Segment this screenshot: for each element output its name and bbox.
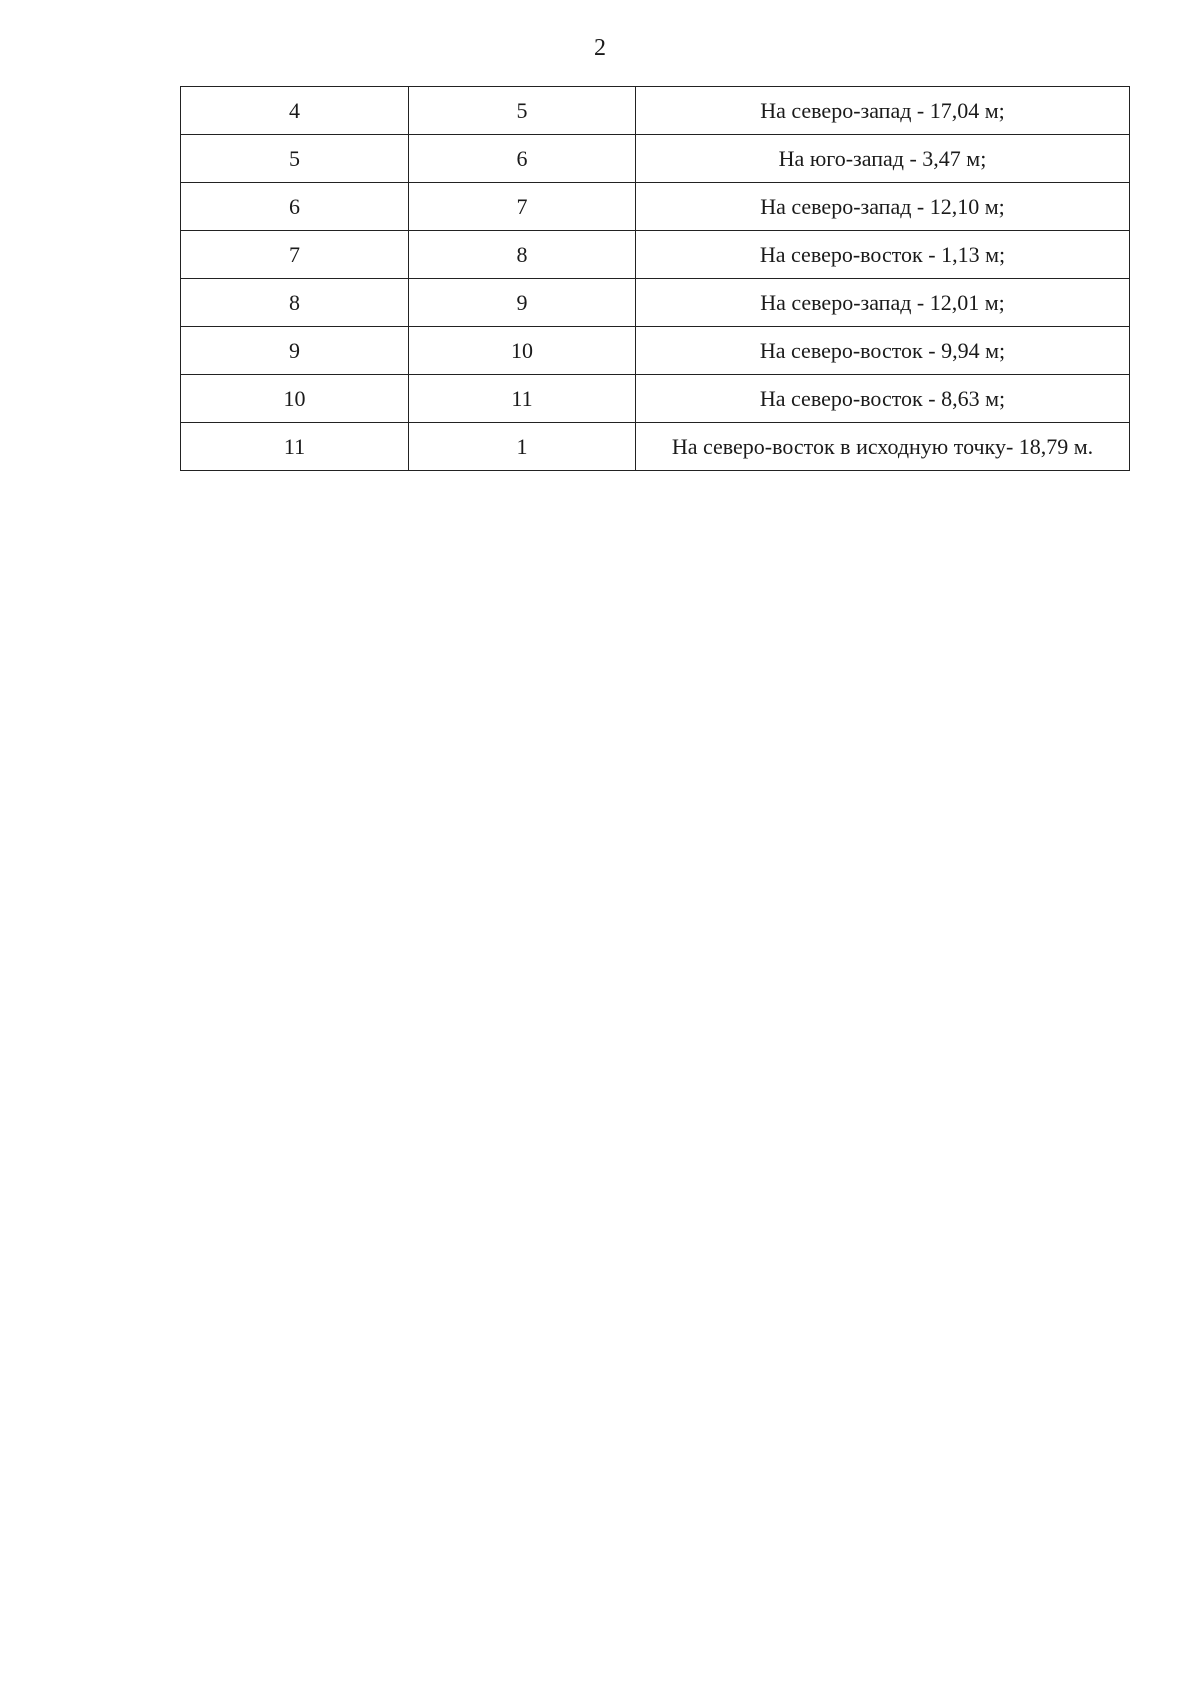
from-point-cell: 6 [181,183,409,231]
direction-distance-cell: На северо-запад - 12,01 м; [636,279,1130,327]
from-point-cell: 7 [181,231,409,279]
table-row [181,231,1130,279]
to-point-cell: 7 [409,183,636,231]
table-row [181,87,1130,135]
page-number: 2 [594,35,606,61]
table-row [181,423,1130,471]
from-point-cell: 11 [181,423,409,471]
table-row [181,183,1130,231]
boundary-points-table [180,86,1130,471]
direction-distance-cell: На северо-восток - 9,94 м; [636,327,1130,375]
direction-distance-cell: На юго-запад - 3,47 м; [636,135,1130,183]
from-point-cell: 8 [181,279,409,327]
to-point-cell: 8 [409,231,636,279]
to-point-cell: 11 [409,375,636,423]
from-point-cell: 9 [181,327,409,375]
direction-distance-cell: На северо-восток - 8,63 м; [636,375,1130,423]
from-point-cell: 5 [181,135,409,183]
direction-distance-cell: На северо-восток - 1,13 м; [636,231,1130,279]
to-point-cell: 9 [409,279,636,327]
table-row [181,375,1130,423]
direction-distance-cell: На северо-запад - 17,04 м; [636,87,1130,135]
direction-distance-cell: На северо-запад - 12,10 м; [636,183,1130,231]
to-point-cell: 5 [409,87,636,135]
from-point-cell: 10 [181,375,409,423]
table-row [181,135,1130,183]
to-point-cell: 10 [409,327,636,375]
table-row [181,327,1130,375]
table-row [181,279,1130,327]
from-point-cell: 4 [181,87,409,135]
direction-distance-cell: На северо-восток в исходную точку- 18,79 м. [636,423,1130,471]
to-point-cell: 6 [409,135,636,183]
to-point-cell: 1 [409,423,636,471]
